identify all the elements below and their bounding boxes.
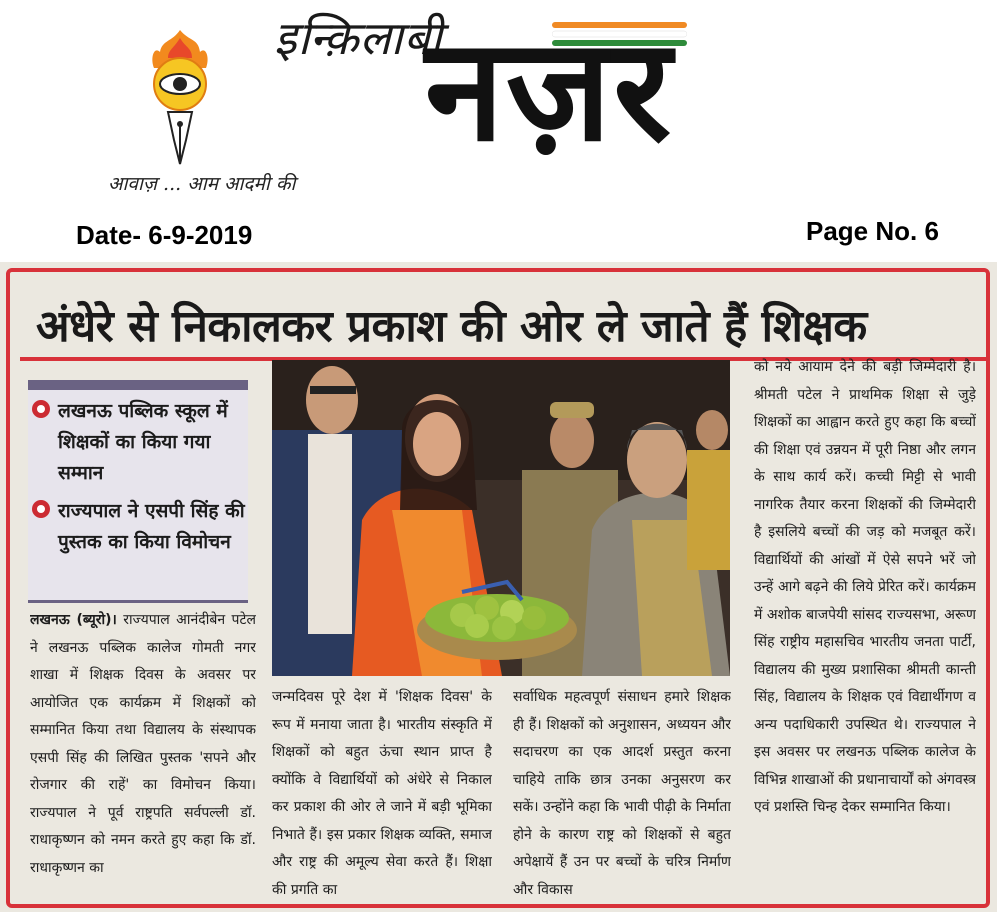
event-photo [272,360,730,676]
column-text: राज्यपाल आनंदीबेन पटेल ने लखनऊ पब्लिक कालेज गोमती नगर शाखा में शिक्षक दिवस के अवसर पर आयोजित एक कार्यक्रम में शिक्षकों को सम्मानित किया तथा विद्यालय के संस्थापक एसपी सिंह की लिखित पुस्तक 'सपने और रोजगार की राहें' का विमोचन किया। राज्यपाल ने पूर्व राष्ट्रपति सर्वपल्ली डॉ. राधाकृष्णन को नमन करते हुए कहा कि डॉ. राधाकृष्णन का [30,612,256,876]
article-column-4: को नये आयाम देने की बड़ी जिम्मेदारी है। श्रीमती पटेल ने प्राथमिक शिक्षा से जुड़े शिक्षकों का आह्वान करते हुए कहा कि बच्चों की शिक्षा एवं उन्नयन में पूरी निष्ठा और लगन के साथ कार्य करें। कच्ची मिट्टी से भावी नागरिक तैयार करना शिक्षकों की जिम्मेदारी है इसलिये बच्चों की जड़ को मजबूत करें। विद्यार्थियों की आंखों में ऐसे सपने भरें जो उन्हें आगे बढ़ने की लिये प्रेरित करें। कार्यक्रम में अशोक बाजपेयी सांसद राज्यसभा, अरूण सिंह राष्ट्रीय महासचिव भारतीय जनता पार्टी, विद्यालय की मुख्य प्रशासिका श्रीमती कान्ती सिंह, विद्यालय के शिक्षक एवं विद्यार्थीगण व अन्य पदाधिकारी उपस्थित थे। राज्यपाल ने इस अवसर पर लखनऊ पब्लिक कालेज के विभिन्न शाखाओं की प्रधानाचार्यों को अंगवस्त्र एवं प्रशस्ति चिन्ह देकर सम्मानित किया। [754,359,976,815]
news-clipping [0,262,997,912]
article-headline: अंधेरे से निकालकर प्रकाश की ओर ले जाते हैं शिक्षक [36,301,867,352]
article-column-1 [30,607,256,907]
article-dateline: लखनऊ (ब्यूरो)। [30,612,117,628]
article-column-3: सर्वाधिक महत्वपूर्ण संसाधन हमारे शिक्षक ही हैं। शिक्षकों को अनुशासन, अध्ययन और सदाचरण का एक आदर्श प्रस्तुत करना चाहिये ताकि छात्र उनका अनुसरण कर सकें। उन्होंने कहा कि भावी पीढ़ी के निर्माता होने के कारण राष्ट्र को शिक्षकों से बहुत अपेक्षायें हैं उन पर बच्चों के चरित्र निर्माण और विकास [513,689,731,898]
article-column-2: जन्मदिवस पूरे देश में 'शिक्षक दिवस' के रूप में मनाया जाता है। भारतीय संस्कृति में शिक्षकों को बहुत ऊंचा स्थान प्राप्त है क्योंकि वे विद्यार्थियों को अंधेरे से निकाल कर प्रकाश की ओर ले जाने में बड़ी भूमिका निभाते हैं। इस प्रकार शिक्षक व्यक्ति, समाज और राष्ट्र की अमूल्य सेवा करते हैं। शिक्षा की प्रगति का [272,689,492,898]
highlights-box [28,380,248,600]
page-number: Page No. 6 [806,216,939,246]
eye-pen-flame-icon [146,28,214,168]
highlight-text: लखनऊ पब्लिक स्कूल में शिक्षकों का किया गया सम्मान [58,400,228,484]
highlights-rule [28,600,248,603]
tagline: आवाज़ ... आम आदमी की [108,173,296,195]
masthead [0,0,997,262]
bullet-circle-icon [32,500,50,518]
highlight-text: राज्यपाल ने एसपी सिंह की पुस्तक का किया विमोचन [58,500,245,553]
masthead-name-top: इन्क़िलाबी [274,11,443,65]
masthead-name-main: नज़र [425,8,674,173]
issue-date: Date- 6-9-2019 [76,220,253,250]
bullet-circle-icon [32,400,50,418]
